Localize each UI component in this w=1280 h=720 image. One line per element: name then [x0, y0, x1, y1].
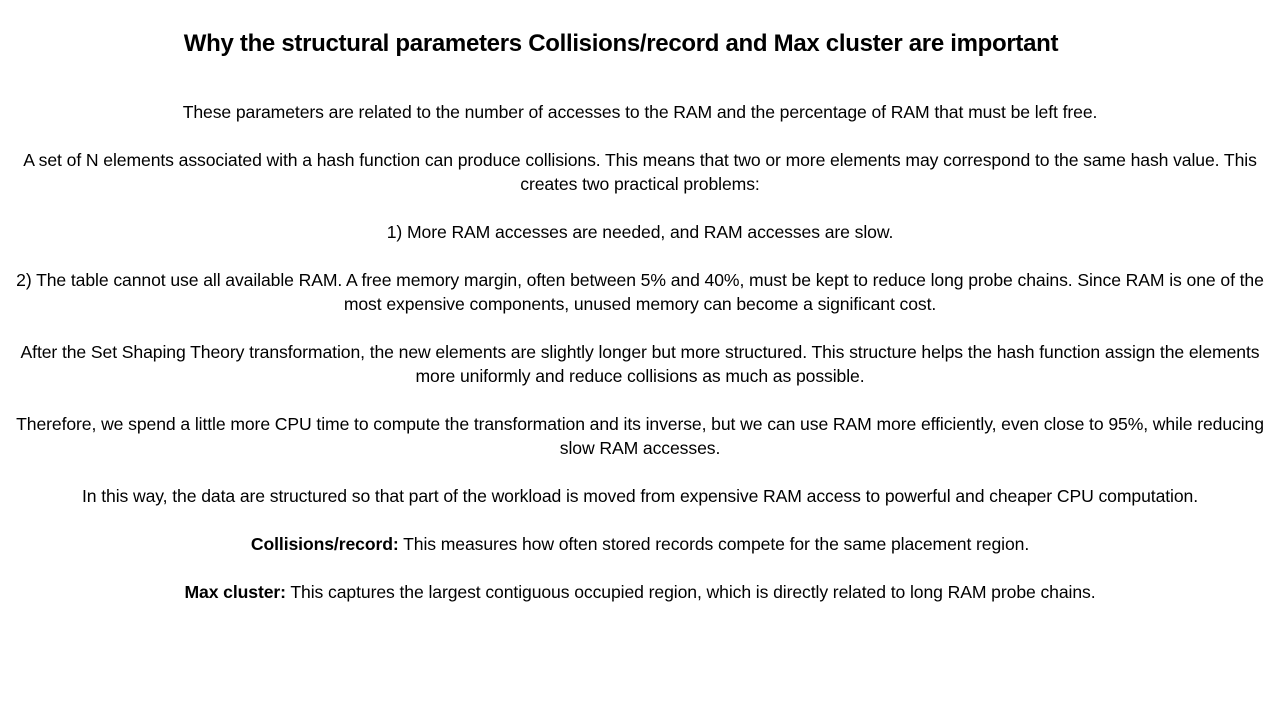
- collisions-paragraph: A set of N elements associated with a hash function can produce collisions. This means that two or more elements may correspond to the same hash value. This creates two practical problems:: [23, 150, 1257, 194]
- problem-2-paragraph: 2) The table cannot use all available RAM. A free memory margin, often between 5% and 40%, must be kept to reduce long probe chains. Since RAM is one of the most expensive components, unused memory can become a significant cost.: [16, 270, 1264, 314]
- tradeoff-paragraph: Therefore, we spend a little more CPU time to compute the transformation and its inverse, but we can use RAM more efficiently, even close to 95%, while reducing slow RAM accesses.: [16, 414, 1264, 458]
- cluster-definition-text: This captures the largest contiguous occupied region, which is directly related to long RAM probe chains.: [290, 582, 1096, 602]
- sst-paragraph: After the Set Shaping Theory transformation, the new elements are slightly longer but more structured. This structure helps the hash function assign the elements more uniformly and reduce collisions as much as possible.: [20, 342, 1260, 386]
- slide-body: [12, 100, 1268, 604]
- collisions-definition: [12, 532, 1268, 556]
- conclusion-paragraph: In this way, the data are structured so that part of the workload is moved from expensive RAM access to powerful and cheaper CPU computation.: [81, 486, 1199, 506]
- collisions-definition-text: This measures how often stored records compete for the same placement region.: [403, 534, 1030, 554]
- slide-title: Why the structural parameters Collisions/record and Max cluster are important: [183, 30, 1059, 57]
- cluster-term: Max cluster:: [184, 582, 286, 602]
- intro-paragraph: These parameters are related to the number of accesses to the RAM and the percentage of RAM that must be left free.: [182, 102, 1098, 122]
- cluster-definition: [12, 580, 1268, 604]
- problem-1-paragraph: 1) More RAM accesses are needed, and RAM accesses are slow.: [386, 222, 894, 242]
- collisions-term: Collisions/record:: [250, 534, 399, 554]
